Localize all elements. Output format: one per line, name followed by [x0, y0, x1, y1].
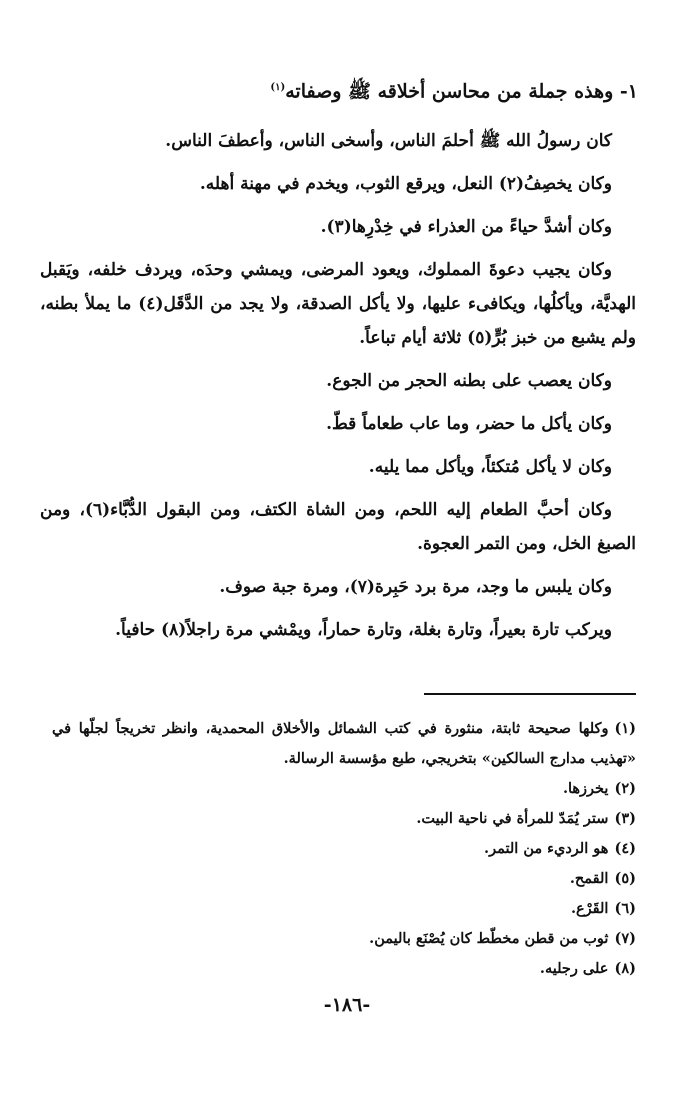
footnote-divider — [424, 693, 636, 695]
footnote-number: (٨) — [614, 960, 636, 977]
paragraph: وكان يخصِفُ(٢) النعل، ويرقع الثوب، ويخدم في مهنة أهله. — [199, 174, 612, 194]
footnotes — [52, 714, 636, 984]
footnote-number: (٧) — [614, 930, 636, 947]
footnote-text: ثوب من قطن مخطّط كان يُصْنَع باليمن. — [369, 930, 609, 947]
paragraph: كان رسولُ الله ﷺ أحلمَ الناس، وأسخى الناس، وأعطفَ الناس. — [165, 131, 612, 151]
footnote-item — [52, 954, 636, 984]
paragraph: وكان يأكل ما حضر، وما عاب طعاماً قطّ. — [326, 414, 612, 434]
footnote-text: هو الرديء من التمر. — [484, 840, 609, 857]
footnote-item — [52, 774, 636, 804]
footnote-item — [52, 864, 636, 894]
page-number: -١٨٦- — [323, 994, 371, 1016]
section-heading-text: ١- وهذه جملة من محاسن أخلاقه ﷺ وصفاته — [285, 80, 638, 103]
paragraph: وكان لا يأكل مُتكئاً، ويأكل مما يليه. — [368, 457, 612, 477]
paragraph: ويركب تارة بعيراً، وتارة بغلة، وتارة حماراً، ويمْشي مرة راجلاً(٨) حافياً. — [115, 620, 612, 640]
footnote-number: (١) — [614, 720, 636, 737]
paragraph: وكان يجيب دعوةَ المملوك، ويعود المرضى، ويمشي وحدَه، ويردف خلفه، ويَقبل الهديَّة، ويأكلُها، ويكافىء عليها، ولا يأكل الصدقة، ولا يجد من الدَّقَل(٤) ما يملأ بطنه، ولم يشبع من خبز بُرٍّ(٥) ثلاثة أيام تباعاً. — [40, 260, 636, 348]
paragraph: وكان أحبَّ الطعام إليه اللحم، ومن الشاة الكتف، ومن البقول الدُّبَّاء(٦)، ومن الصبغ الخل، ومن التمر العجوة. — [40, 500, 636, 554]
paragraph: وكان أشدَّ حياءً من العذراء في خِدْرِها(٣). — [320, 217, 612, 237]
footnote-number: (٥) — [614, 870, 636, 887]
section-heading — [270, 72, 638, 107]
footnote-text: ستر يُمَدّ للمرأة في ناحية البيت. — [416, 810, 609, 827]
footnote-text: يخرزها. — [562, 780, 609, 797]
footnote-item — [52, 924, 636, 954]
paragraph: وكان يعصب على بطنه الحجر من الجوع. — [326, 371, 612, 391]
footnote-number: (٦) — [614, 900, 636, 917]
footnote-number: (٢) — [614, 780, 636, 797]
footnote-item — [52, 804, 636, 834]
footnote-text: وكلها صحيحة ثابتة، منثورة في كتب الشمائل والأخلاق المحمدية، وانظر تخريجاً لجلّها في «تهذيب مدارج السالكين» بتخريجي، طبع مؤسسة الرسالة. — [52, 720, 636, 767]
footnote-text: على رجليه. — [539, 960, 609, 977]
footnote-text: القمح. — [569, 870, 609, 887]
footnote-number: (٣) — [614, 810, 636, 827]
footnote-item — [52, 714, 636, 774]
footnote-item — [52, 894, 636, 924]
footnote-number: (٤) — [614, 840, 636, 857]
footnote-item — [52, 834, 636, 864]
heading-footnote-marker: (١) — [270, 82, 286, 93]
paragraph: وكان يلبس ما وجد، مرة برد حَبِرة(٧)، ومرة جبة صوف. — [219, 577, 612, 597]
footnote-text: القَرْع. — [570, 900, 609, 917]
main-text — [40, 124, 636, 656]
